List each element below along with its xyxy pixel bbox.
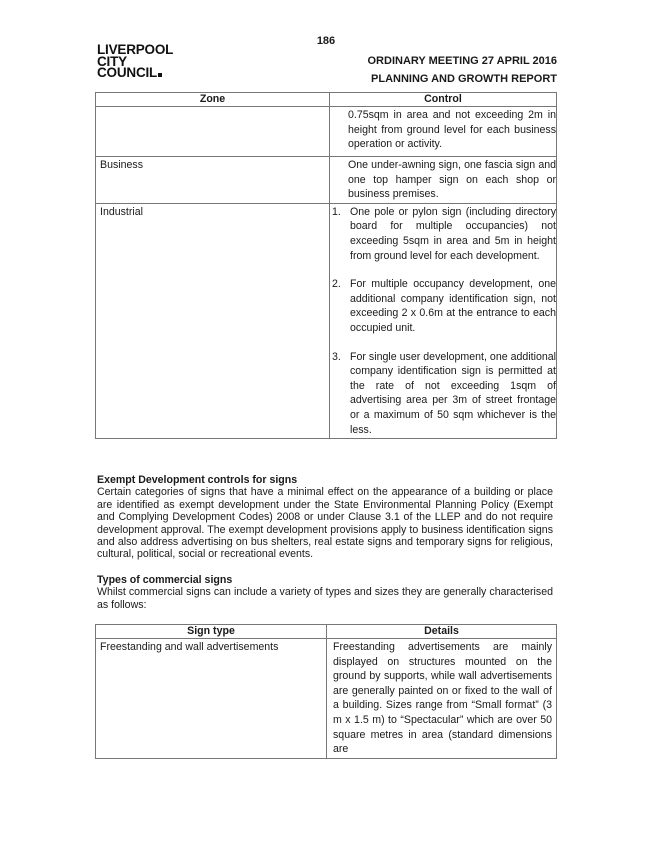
sign-type-header: Sign type — [96, 625, 327, 639]
item-text: For single user development, one additional company identification sign is permitted at the rate of not exceeding 1sqm of advertising area per 3m of street frontage or a maximum of 50 sqm whichever is the less. — [350, 350, 556, 436]
item-number: 3. — [332, 350, 341, 363]
controls-table — [95, 92, 557, 439]
section-body: Whilst commercial signs can include a variety of types and sizes they are generally characterised as follows: — [97, 586, 553, 611]
logo-line-3-text: COUNCIL — [97, 65, 158, 80]
control-header: Control — [330, 93, 557, 107]
section-body: Certain categories of signs that have a minimal effect on the appearance of a building or place are identified as exempt development under the State Environmental Planning Policy (Exempt and Complying Development Codes) 2008 or under Clause 3.1 of the LLEP and do not require development approval. The exempt development provisions apply to business identification signs and also address advertising on bus shelters, real estate signs and temporary signs for religious, cultural, political, social or recreational events. — [97, 486, 553, 561]
council-logo — [97, 44, 173, 79]
details-header: Details — [327, 625, 557, 639]
table-row — [96, 107, 557, 157]
item-text: For multiple occupancy development, one additional company identification sign, not exceeding 2 x 0.6m at the entrance to each occupied unit. — [350, 278, 556, 334]
meeting-title: ORDINARY MEETING 27 APRIL 2016 — [367, 55, 557, 67]
list-item — [332, 277, 556, 335]
sign-types-table — [95, 624, 557, 759]
page-number: 186 — [316, 35, 336, 47]
table-row — [96, 639, 557, 759]
table-header-row — [96, 93, 557, 107]
section-heading: Exempt Development controls for signs — [97, 474, 298, 486]
details-cell: Freestanding advertisements are mainly displayed on structures mounted on the ground by supports, while wall advertisements are generally painted on or fixed to the wall of a building. Sizes range from “Small format” (3 m x 1.5 m) to “Spectacular” which are over 50 square metres in area (standard dimensions are — [327, 639, 557, 759]
table-header-row — [96, 625, 557, 639]
logo-line-3 — [97, 67, 173, 79]
table-row — [96, 157, 557, 204]
sign-type-cell: Freestanding and wall advertisements — [96, 639, 327, 759]
zone-cell — [96, 107, 330, 157]
zone-cell: Business — [96, 157, 330, 204]
item-text: One pole or pylon sign (including directory board for multiple occupancies) not exceeding 5sqm in area and 5m in height from ground level for each development. — [350, 205, 556, 262]
logo-dot-icon — [158, 73, 162, 77]
item-number: 1. — [332, 205, 341, 218]
list-item — [332, 350, 556, 438]
exempt-section — [97, 474, 553, 561]
zone-cell: Industrial — [96, 203, 330, 438]
logo-line-1: LIVERPOOL — [97, 42, 174, 57]
zone-header: Zone — [96, 93, 330, 107]
logo-line-2: CITY — [97, 53, 127, 69]
control-cell: One under-awning sign, one fascia sign and one top hamper sign on each shop or business premises. — [330, 157, 557, 204]
report-title: PLANNING AND GROWTH REPORT — [371, 73, 557, 85]
list-item — [332, 205, 556, 263]
item-number: 2. — [332, 278, 341, 291]
section-heading: Types of commercial signs — [97, 574, 233, 586]
control-cell: 0.75sqm in area and not exceeding 2m in height from ground level for each business operation or activity. — [330, 107, 557, 157]
control-cell — [330, 203, 557, 438]
table-row — [96, 203, 557, 438]
types-section — [97, 574, 553, 611]
